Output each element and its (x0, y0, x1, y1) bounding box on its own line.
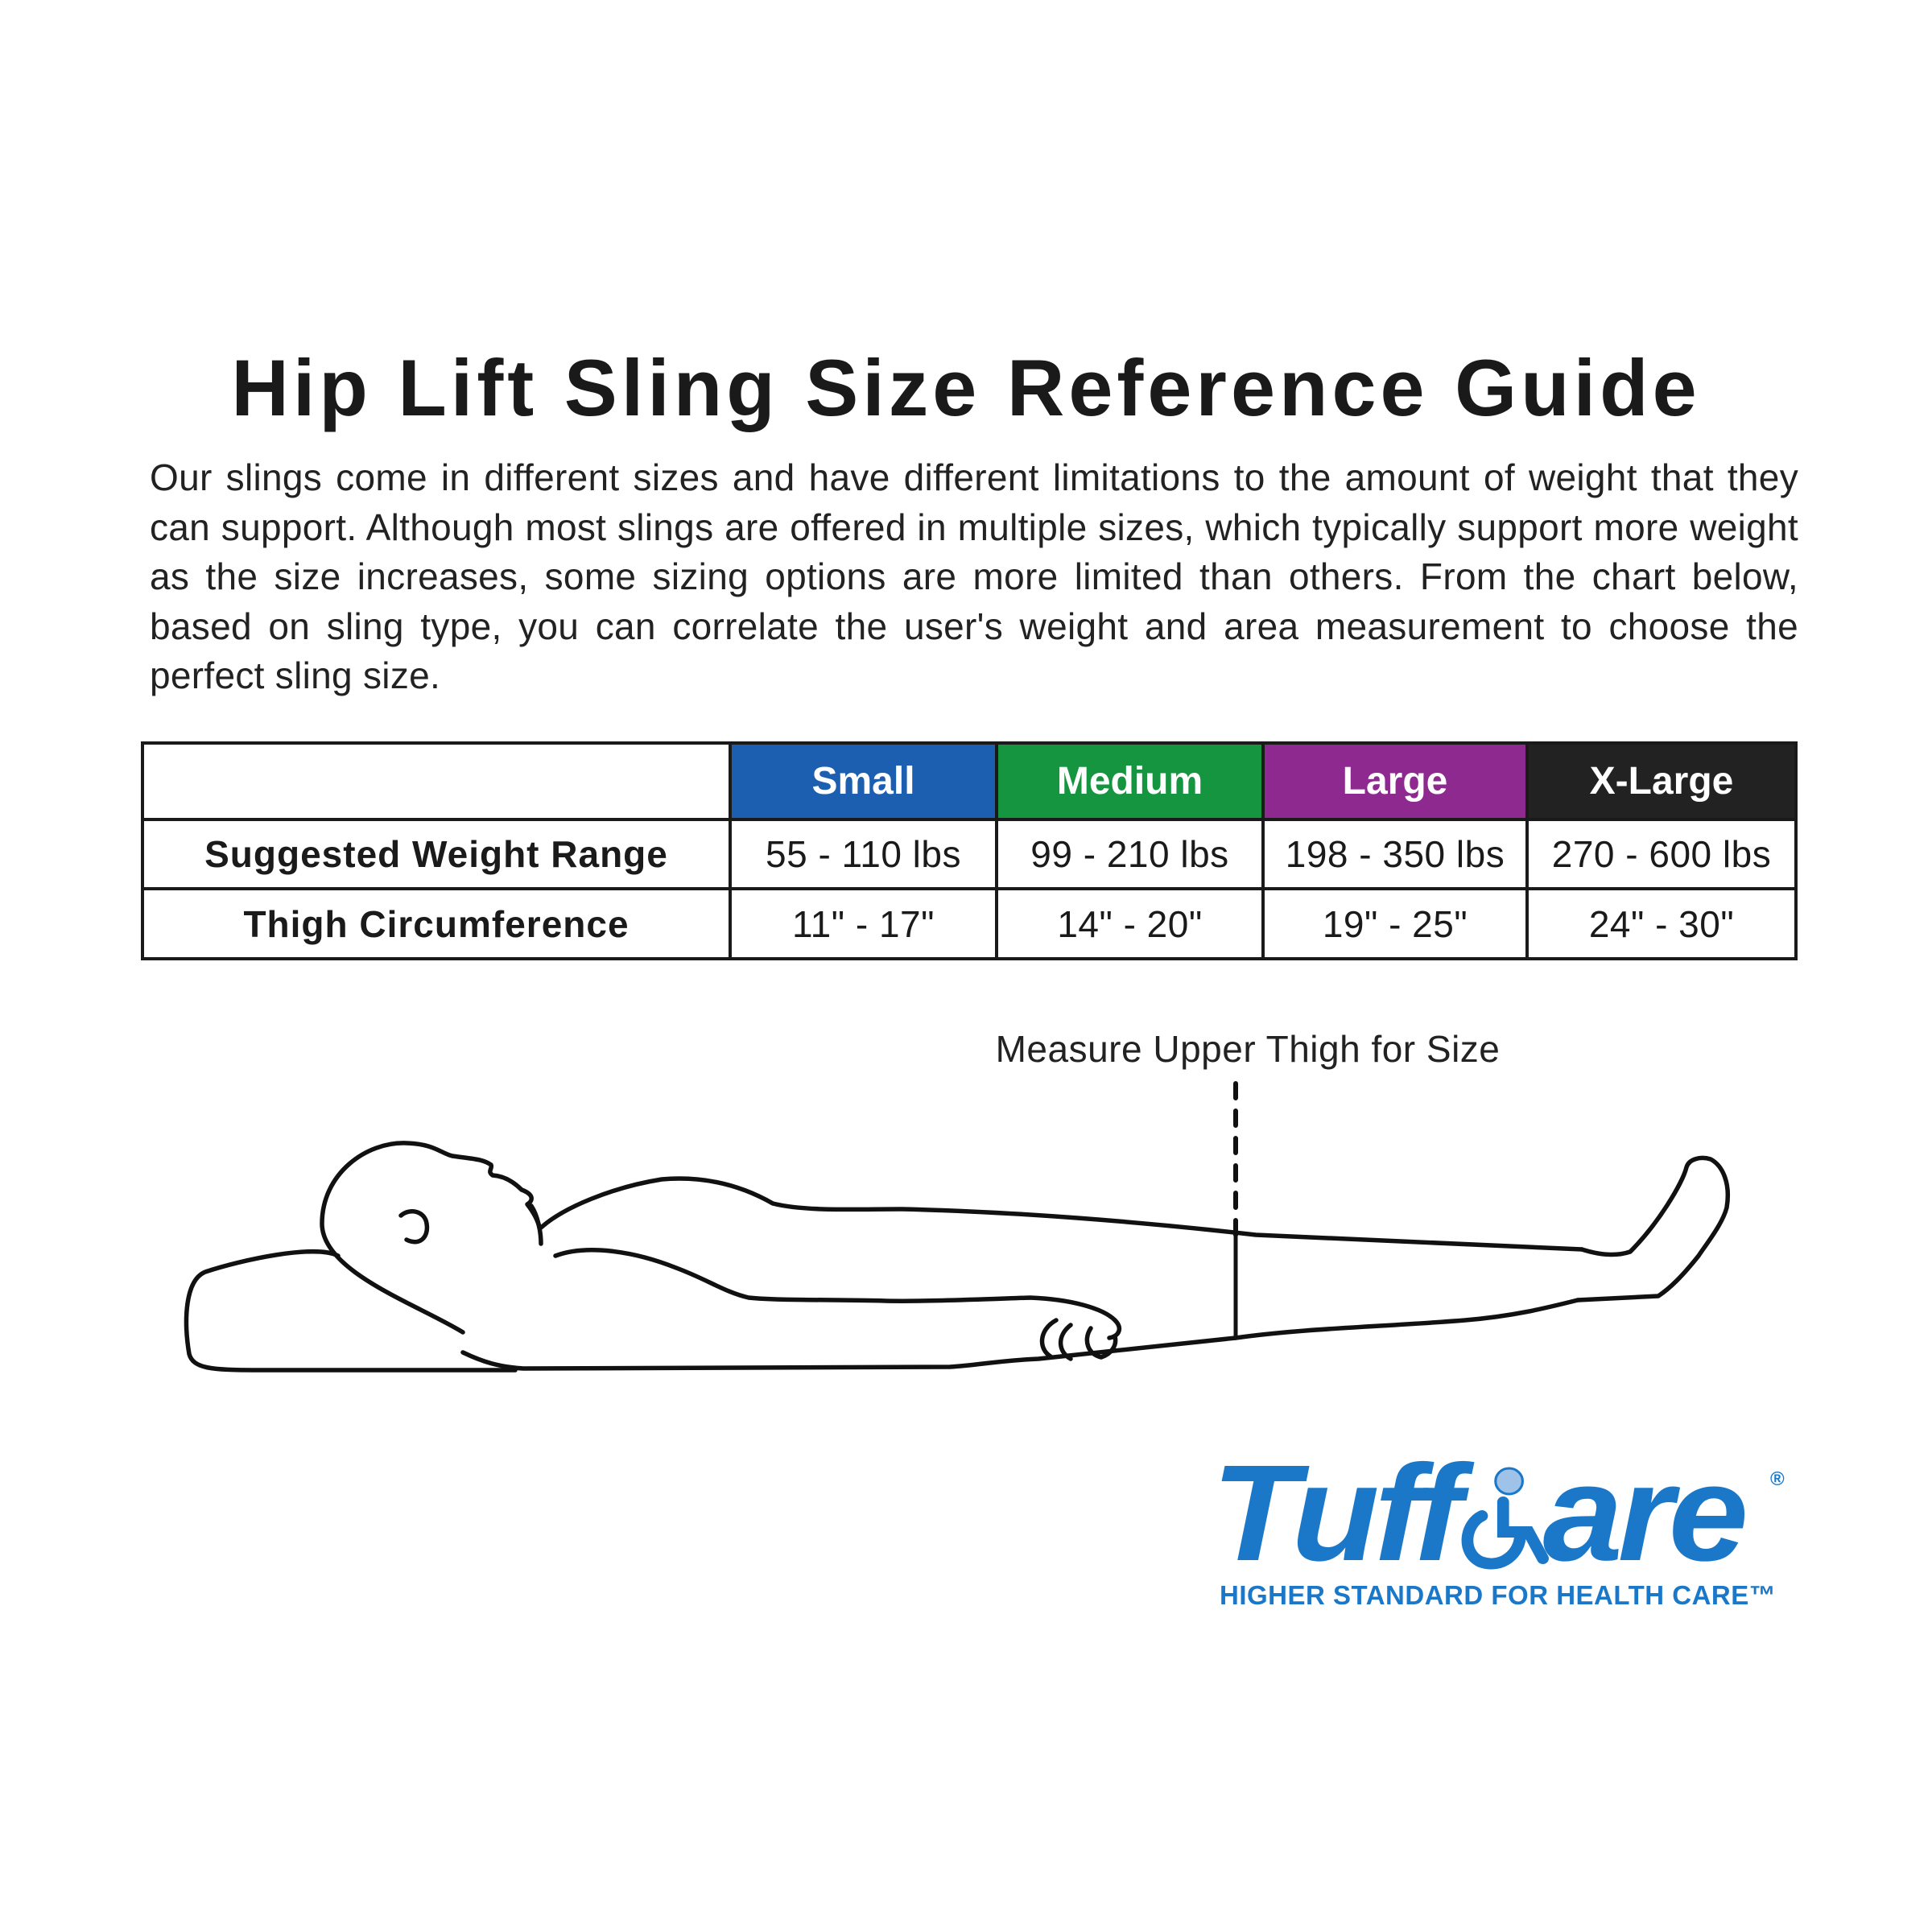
weight-range-large: 198 - 350 lbs (1263, 819, 1527, 890)
logo-tagline: HIGHER STANDARD FOR HEALTH CARE™ (1220, 1580, 1777, 1610)
svg-text:Tuff: Tuff (1212, 1455, 1458, 1584)
head-outline (322, 1143, 539, 1332)
size-header-x-large: X-Large (1527, 743, 1796, 819)
torso-top-outline (541, 1179, 1582, 1249)
thigh-circumference-medium: 14" - 20" (997, 889, 1263, 959)
logo-registered-mark: ® (1770, 1468, 1785, 1490)
logo-wheelchair-icon (1468, 1502, 1543, 1563)
page-title: Hip Lift Sling Size Reference Guide (231, 343, 1701, 432)
thigh-circumference-label: Thigh Circumference (142, 889, 730, 959)
measure-thigh-label: Measure Upper Thigh for Size (995, 1028, 1501, 1070)
size-header-small: Small (730, 743, 997, 819)
weight-range-label: Suggested Weight Range (142, 819, 730, 890)
logo-wordmark-graphic (1212, 1455, 1820, 1584)
weight-range-medium: 99 - 210 lbs (997, 819, 1263, 890)
body-underside-outline (463, 1338, 1236, 1368)
size-header-medium: Medium (997, 743, 1263, 819)
size-header-large: Large (1263, 743, 1527, 819)
thigh-circumference-large: 19" - 25" (1263, 889, 1527, 959)
thigh-circumference-small: 11" - 17" (730, 889, 997, 959)
weight-range-x-large: 270 - 600 lbs (1527, 819, 1796, 890)
weight-range-small: 55 - 110 lbs (730, 819, 997, 890)
thigh-circumference-x-large: 24" - 30" (1527, 889, 1796, 959)
neck-outline (531, 1206, 541, 1244)
svg-text:are: are (1542, 1455, 1744, 1584)
leg-underside-outline (1236, 1300, 1578, 1338)
ear-outline (401, 1212, 427, 1242)
intro-paragraph: Our slings come in different sizes and have different limitations to the amount of weight that they can support. Although most slings are offered in multiple sizes, which typically support more weight as the size increases, some sizing options are more limited than others. From the chart below, based on sling type, you can correlate the user's weight and area measurement to choose the perfect sling size. (150, 456, 1798, 696)
arm-outline (555, 1250, 1119, 1338)
foot-outline (1578, 1158, 1728, 1300)
tuffcare-logo (1212, 1455, 1791, 1633)
logo-wheelchair-head-icon (1496, 1468, 1523, 1494)
